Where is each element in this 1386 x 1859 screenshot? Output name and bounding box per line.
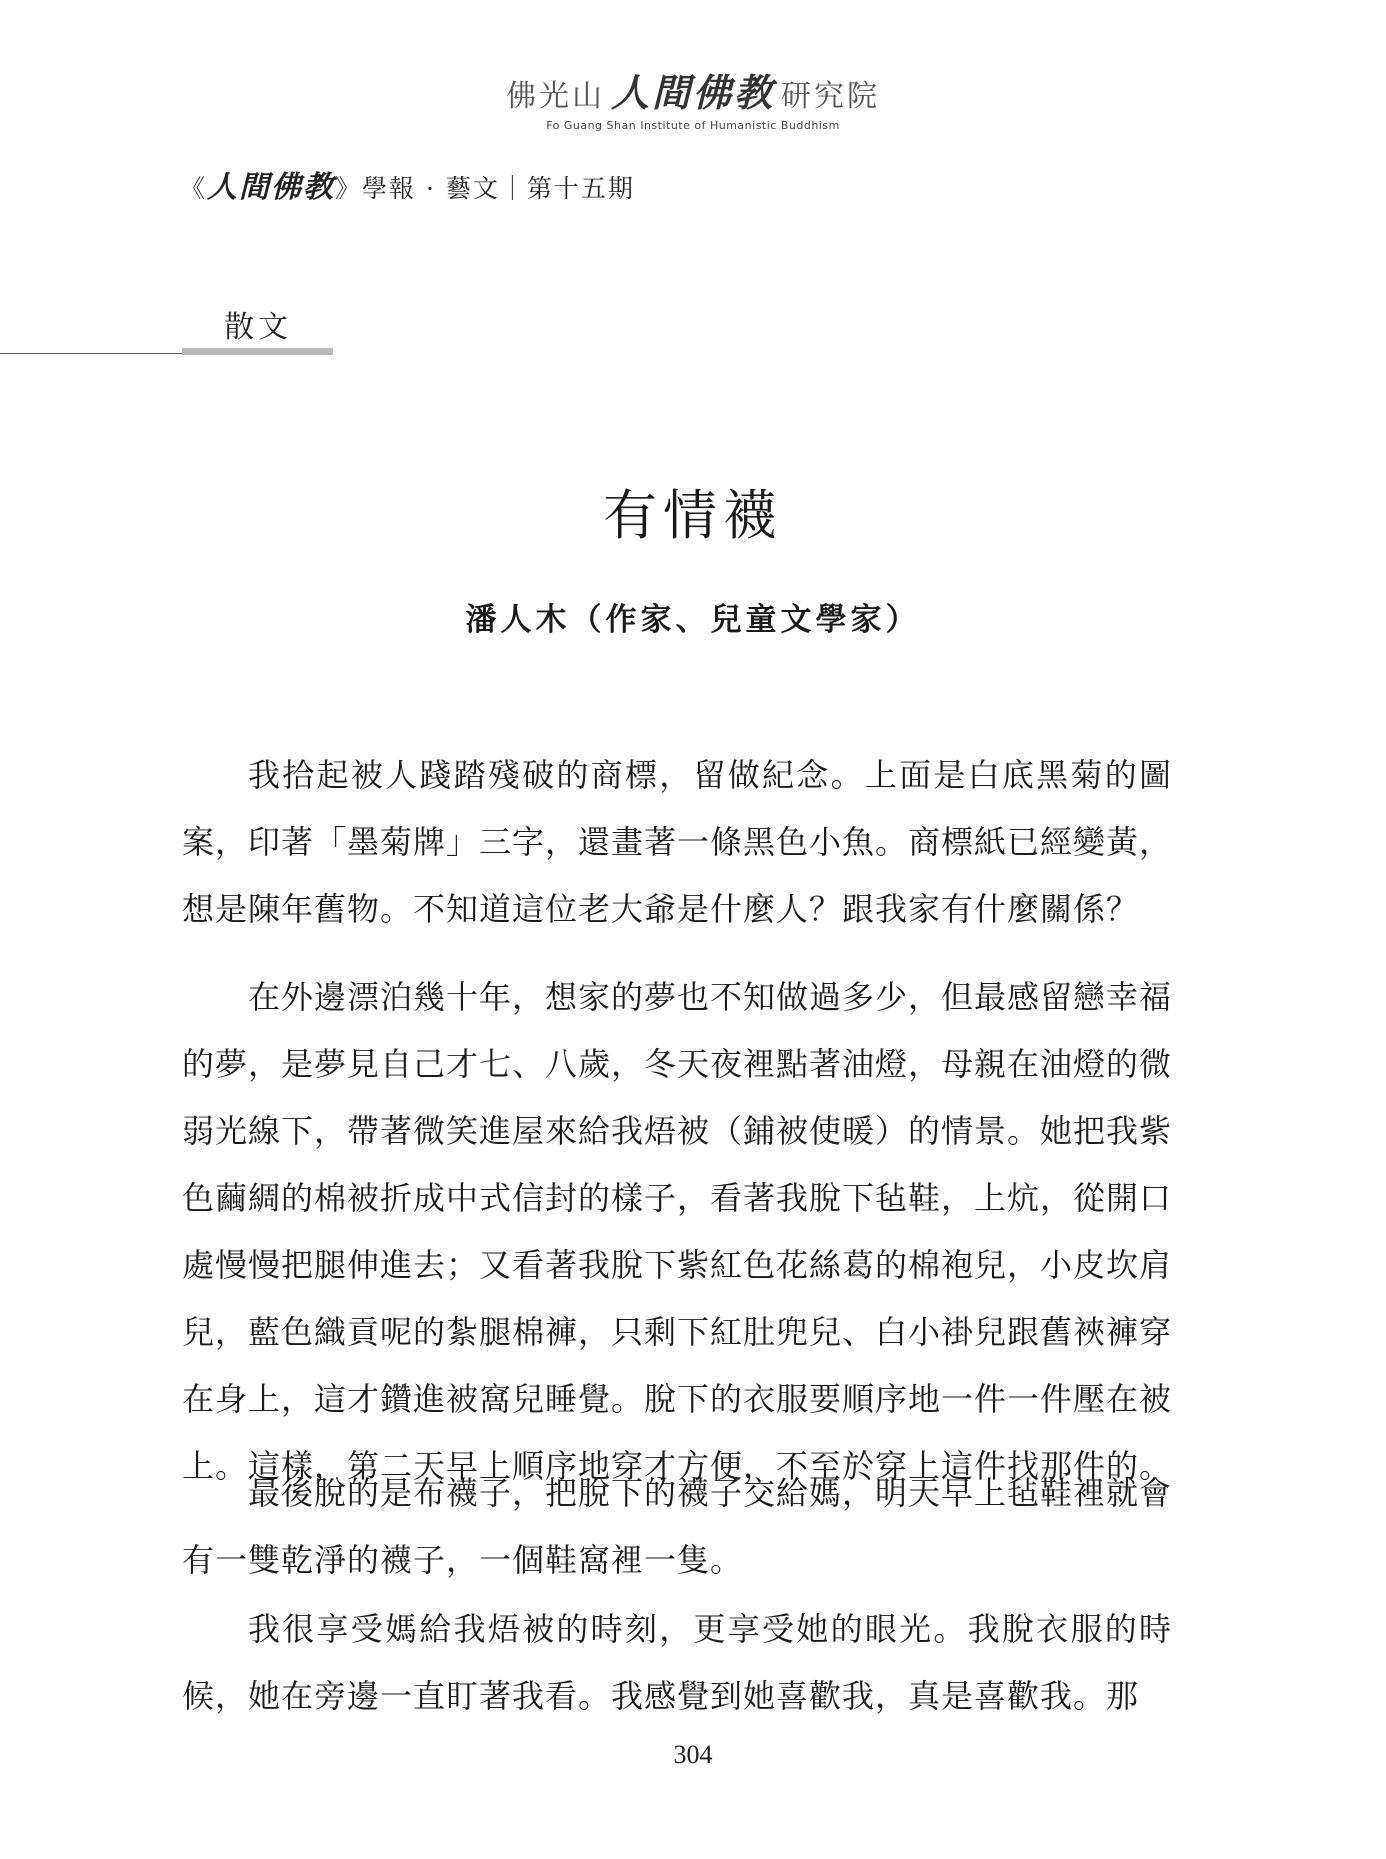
journal-open-bracket: 《 [180,174,208,203]
paragraph: 在外邊漂泊幾十年，想家的夢也不知做過多少，但最感留戀幸福的夢，是夢見自己才七、八歲，冬天夜裡點著油燈，母親在油燈的微弱光線下，帶著微笑進屋來給我焐被（鋪被使暖）的情景。她把我紫色繭綢的棉被折成中式信封的樣子，看著我脫下毡鞋，上炕，從開口處慢慢把腿伸進去；又看著我脫下紫紅色花絲葛的棉袍兒，小皮坎肩兒，藍色織貢呢的紮腿棉褲，只剩下紅肚兜兒、白小褂兒跟舊裌褲穿在身上，這才鑽進被窩兒睡覺。脫下的衣服要順序地一件一件壓在被上。這樣，第二天早上順序地穿才方便，不至於穿上這件找那件的。 [182,978,1173,1485]
paragraph: 我拾起被人踐踏殘破的商標，留做紀念。上面是白底黑菊的圖案，印著「墨菊牌」三字，還畫著一條黑色小魚。商標紙已經變黃，想是陳年舊物。不知道這位老大爺是什麼人？跟我家有什麼關係？ [182,756,1173,928]
journal-brand: 人間佛教 [207,170,336,205]
institute-header [0,62,1386,132]
journal-running-header [180,162,635,206]
journal-issue-info: 》學報 · 藝文｜第十五期 [335,174,635,203]
page-number: 304 [673,1740,713,1769]
institute-name [0,62,1386,117]
institute-suffix: 研究院 [781,79,880,114]
article-body-block-4 [182,1596,1172,1730]
article-body-block-3 [182,1460,1172,1594]
article-body-block-1 [182,742,1172,943]
section-label: 散文 [224,310,292,345]
paragraph: 最後脫的是布襪子，把脫下的襪子交給媽，明天早上毡鞋裡就會有一雙乾淨的襪子，一個鞋窩裡一隻。 [182,1474,1173,1579]
institute-brand-logo: 人間佛教 [610,70,775,115]
article-title: 有情襪 [603,484,783,547]
article-author: 潘人木（作家、兒童文學家） [465,602,921,638]
institute-english-name: Fo Guang Shan Institute of Humanistic Buddhism [546,119,840,132]
paragraph: 我很享受媽給我焐被的時刻，更享受她的眼光。我脫衣服的時候，她在旁邊一直盯著我看。我感覺到她喜歡我，真是喜歡我。那 [182,1610,1172,1715]
institute-prefix: 佛光山 [505,79,605,114]
article-body-block-2 [182,964,1172,1500]
section-rule-accent [182,348,333,355]
